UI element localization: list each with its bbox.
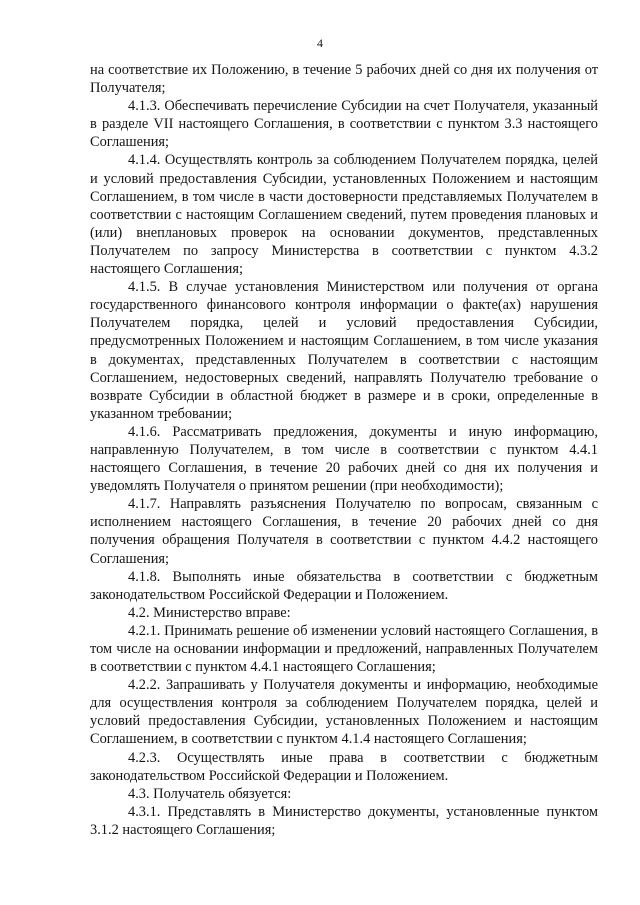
paragraph-4-2-1: 4.2.1. Принимать решение об изменении условий настоящего Соглашения, в том числе на основании информации и предложений, направленных Получателем в соответствии с пунктом 4.4.1 настоящего Соглашения; [90, 622, 598, 676]
paragraph-4-2-2: 4.2.2. Запрашивать у Получателя документы и информацию, необходимые для осуществления контроля за соблюдением Получателем порядка, целей и условий предоставления Субсидии, установленных Положением и настоящим Соглашением, в соответствии с пунктом 4.1.4 настоящего Соглашения; [90, 677, 598, 748]
paragraph-4-1-8: 4.1.8. Выполнять иные обязательства в соответствии с бюджетным законодательством Российской Федерации и Положением. [90, 568, 598, 603]
paragraph-4-3: 4.3. Получатель обязуется: [128, 785, 292, 802]
paragraph-4-1-7: 4.1.7. Направлять разъяснения Получателю по вопросам, связанным с исполнением настоящего Соглашения, в течение 20 рабочих дней со дня получения обращения Получателя в соответствии с пунктом 4.4.2 настоящего Соглашения; [90, 496, 598, 567]
paragraph-4-1-3: 4.1.3. Обеспечивать перечисление Субсидии на счет Получателя, указанный в разделе VII настоящего Соглашения, в соответствии с пунктом 3.3 настоящего Соглашения; [90, 98, 598, 151]
paragraph-4-1-6: 4.1.6. Рассматривать предложения, документы и иную информацию, направленную Получателем, в том числе в соответствии с пунктом 4.4.1 настоящего Соглашения, в течение 20 рабочих дней со дня их получения и уведомлять Получателя о принятом решении (при необходимости); [90, 423, 598, 495]
paragraph-4-2: 4.2. Министерство вправе: [128, 604, 291, 621]
paragraph-4-3-1: 4.3.1. Представлять в Министерство документы, установленные пунктом 3.1.2 настоящего Соглашения; [90, 803, 598, 838]
document-body [90, 61, 598, 839]
paragraph-4-1-4: 4.1.4. Осуществлять контроль за соблюдением Получателем порядка, целей и условий предоставления Субсидии, установленных Положением и настоящим Соглашением, в том числе в части достоверности представляемых Получателем в соответствии с настоящим Соглашением сведений, путем проведения плановых и (или) внеплановых проверок на основании документов, представленных Получателем по запросу Министерства в соответствии с пунктом 4.3.2 настоящего Соглашения; [90, 152, 598, 278]
paragraph-4-1-5: 4.1.5. В случае установления Министерством или получения от органа государственного финансового контроля информации о факте(ах) нарушения Получателем порядка, целей и условий предоставления Субсидии, предусмотренных Положением и настоящим Соглашением, в том числе указания в документах, представленных Получателем в соответствии с настоящим Соглашением, недостоверных сведений, направлять Получателю требование о возврате Субсидии в областной бюджет в размере и в сроки, определенные в указанном требовании; [90, 279, 598, 422]
paragraph-continuation: на соответствие их Положению, в течение 5 рабочих дней со дня их получения от Получателя; [90, 62, 598, 97]
paragraph-4-2-3: 4.2.3. Осуществлять иные права в соответствии с бюджетным законодательством Российской Федерации и Положением. [90, 749, 598, 784]
page-number: 4 [317, 36, 323, 50]
